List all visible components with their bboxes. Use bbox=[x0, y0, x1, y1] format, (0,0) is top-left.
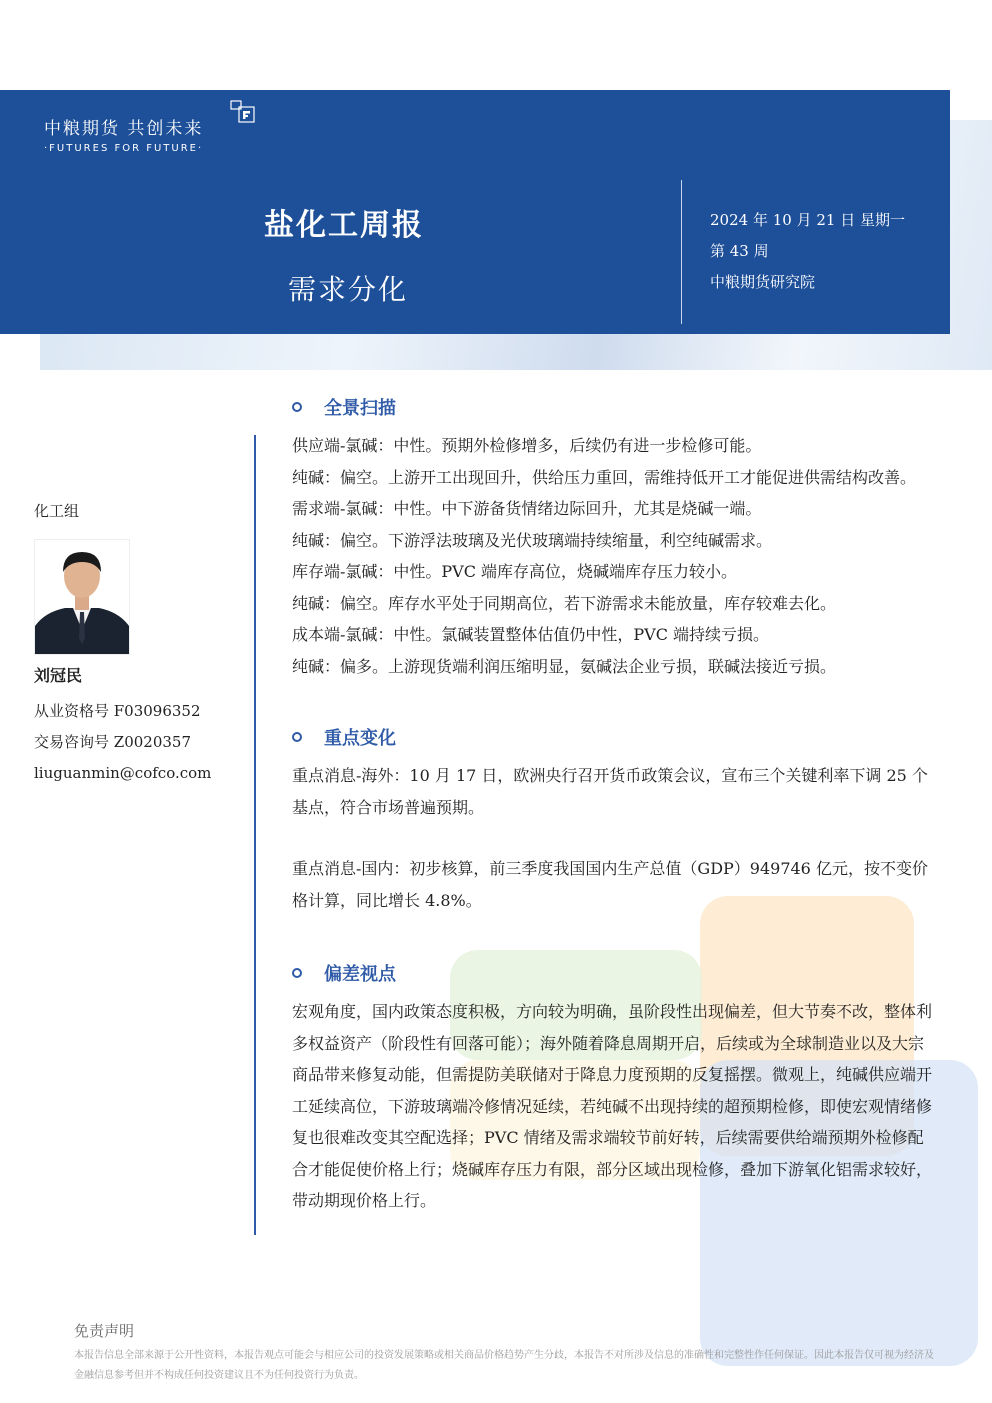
paragraph: 重点消息-国内：初步核算，前三季度我国国内生产总值（GDP）949746 亿元，按不变价格计算，同比增长 4.8%。 bbox=[292, 859, 928, 910]
section-key-changes bbox=[292, 720, 932, 916]
section-deviation-view bbox=[292, 956, 932, 1217]
section-heading bbox=[292, 390, 932, 424]
report-date: 2024 年 10 月 21 日 星期一 bbox=[710, 211, 905, 229]
paragraph: 成本端-氯碱：中性。氯碱装置整体估值仍中性，PVC 端持续亏损。 bbox=[292, 625, 770, 644]
paragraph: 库存端-氯碱：中性。PVC 端库存高位，烧碱端库存压力较小。 bbox=[292, 562, 738, 581]
report-meta bbox=[710, 205, 905, 298]
section-overview bbox=[292, 390, 932, 682]
report-week: 第 43 周 bbox=[710, 242, 769, 260]
paragraph: 纯碱：偏空。上游开工出现回升，供给压力重回，需维持低开工才能促进供需结构改善。 bbox=[292, 467, 917, 487]
paragraph: 纯碱：偏多。上游现货端利润压缩明显，氨碱法企业亏损，联碱法接近亏损。 bbox=[292, 656, 837, 676]
logo-english-text: ·FUTURES FOR FUTURE· bbox=[44, 143, 204, 154]
report-subtitle: 需求分化 bbox=[288, 273, 409, 306]
author-avatar bbox=[34, 539, 130, 655]
paragraph: 需求端-氯碱：中性。中下游备货情绪边际回升，尤其是烧碱一端。 bbox=[292, 499, 762, 518]
author-name: 刘冠民 bbox=[34, 666, 83, 685]
section-title: 重点变化 bbox=[324, 728, 396, 749]
author-email[interactable]: liuguanmin@cofco.com bbox=[34, 764, 212, 782]
person-photo-icon bbox=[35, 540, 129, 654]
sidebar-divider bbox=[254, 435, 256, 1235]
paragraph: 纯碱：偏空。库存水平处于同期高位，若下游需求未能放量，库存较难去化。 bbox=[292, 593, 837, 613]
report-title: 盐化工周报 bbox=[264, 208, 424, 243]
author-license: 从业资格号 F03096352 bbox=[34, 702, 201, 720]
section-heading bbox=[292, 720, 932, 754]
logo-mark-icon bbox=[230, 100, 256, 124]
header-divider bbox=[681, 180, 682, 324]
paragraph: 供应端-氯碱：中性。预期外检修增多，后续仍有进一步检修可能。 bbox=[292, 436, 762, 455]
team-name: 化工组 bbox=[34, 502, 80, 520]
report-institute: 中粮期货研究院 bbox=[710, 273, 816, 291]
paragraph: 重点消息-海外：10 月 17 日，欧洲央行召开货币政策会议，宣布三个关键利率下调 25 个基点，符合市场普遍预期。 bbox=[292, 766, 928, 817]
company-logo bbox=[44, 114, 203, 154]
author-card bbox=[34, 500, 234, 789]
bullet-circle-icon bbox=[292, 968, 302, 978]
paragraph: 宏观角度，国内政策态度积极，方向较为明确，虽阶段性出现偏差，但大节奏不改，整体利多权益资产（阶段性有回落可能）；海外随着降息周期开启，后续或为全球制造业以及大宗商品带来修复动能，但需提防美联储对于降息力度预期的反复摇摆。微观上，纯碱供应端开工延续高位，下游玻璃端冷修情况延续，若纯碱不出现持续的超预期检修，即使宏观情绪修复也很难改变其空配选择；PVC 情绪及需求端较节前好转，后续需要供给端预期外检修配合才能促使价格上行；烧碱库存压力有限，部分区域出现检修，叠加下游氧化铝需求较好，带动期现价格上行。 bbox=[292, 1002, 933, 1210]
report-content bbox=[292, 390, 932, 1217]
section-title: 偏差视点 bbox=[324, 964, 396, 985]
section-title: 全景扫描 bbox=[324, 398, 396, 419]
paragraph: 纯碱：偏空。下游浮法玻璃及光伏玻璃端持续缩量，利空纯碱需求。 bbox=[292, 530, 773, 550]
bullet-circle-icon bbox=[292, 402, 302, 412]
disclaimer-title: 免责声明 bbox=[74, 1322, 135, 1340]
logo-chinese-text: 中粮期货 共创未来 bbox=[44, 119, 204, 139]
bullet-circle-icon bbox=[292, 732, 302, 742]
disclaimer-text: 本报告信息全部来源于公开性资料，本报告观点可能会与相应公司的投资发展策略或相关商品价格趋势产生分歧，本报告不对所涉及信息的准确性和完整性作任何保证。因此本报告仅可视为经济及金融信息参考但并不构成任何投资建议且不为任何投资行为负责。 bbox=[74, 1350, 934, 1381]
author-consult-number: 交易咨询号 Z0020357 bbox=[34, 733, 191, 751]
section-heading bbox=[292, 956, 932, 990]
